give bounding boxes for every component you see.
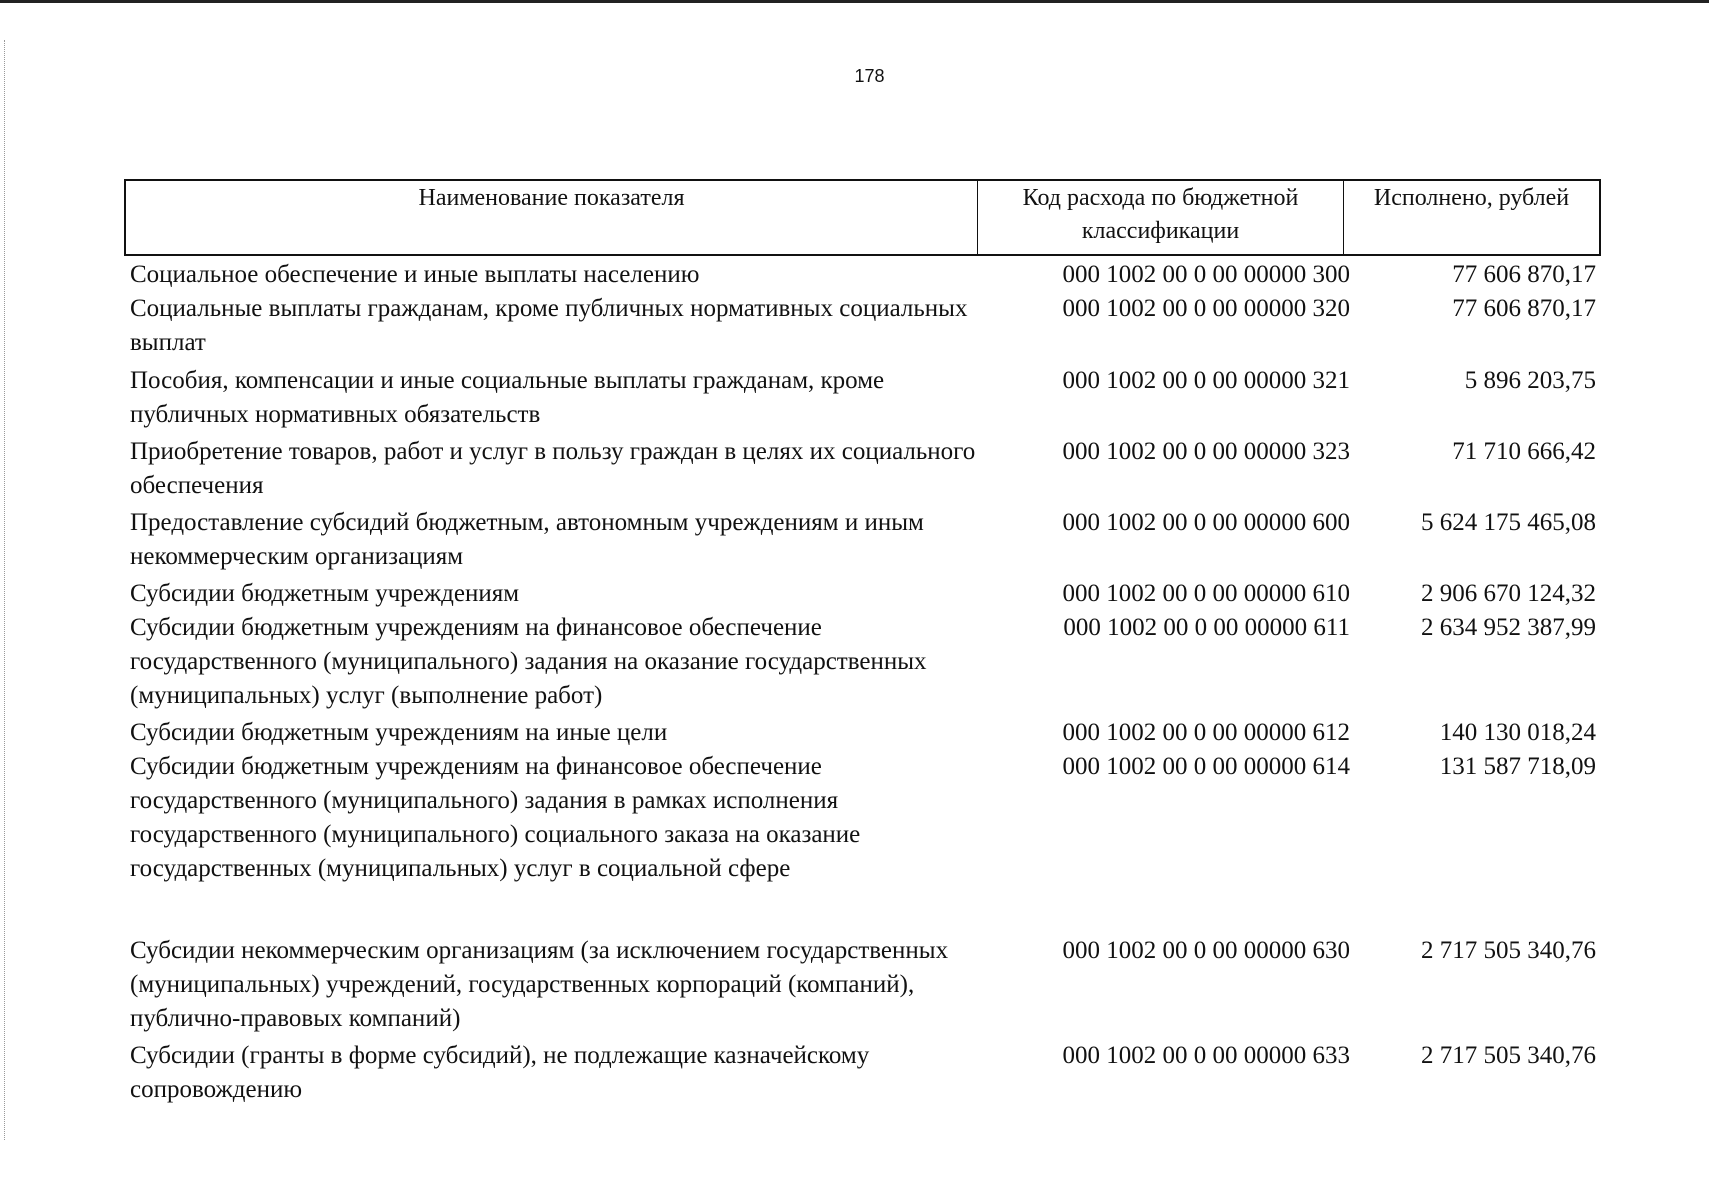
row-code: 000 1002 00 0 00 00000 610 — [1062, 580, 1350, 607]
table-row — [130, 506, 1600, 574]
table-row — [130, 934, 1600, 1036]
table-row — [130, 716, 1600, 750]
header-code: Код расхода по бюджетной классификации — [978, 181, 1344, 254]
row-code: 000 1002 00 0 00 00000 630 — [1062, 937, 1350, 964]
top-rule — [0, 0, 1709, 3]
row-code: 000 1002 00 0 00 00000 300 — [1062, 261, 1350, 288]
row-code: 000 1002 00 0 00 00000 320 — [1062, 295, 1350, 322]
table-header — [124, 179, 1601, 256]
table-row — [130, 1039, 1600, 1107]
row-code: 000 1002 00 0 00 00000 600 — [1062, 509, 1350, 536]
table-row — [130, 364, 1600, 432]
row-name: Предоставление субсидий бюджетным, автономным учреждениям и иным некоммерческим организациям — [130, 509, 924, 570]
row-name: Субсидии бюджетным учреждениям — [130, 580, 520, 607]
row-amount: 131 587 718,09 — [1439, 753, 1596, 780]
page-number: 178 — [854, 66, 885, 86]
table-row — [130, 435, 1600, 503]
header-name: Наименование показателя — [126, 181, 978, 254]
table-row — [130, 577, 1600, 611]
row-name: Субсидии бюджетным учреждениям на иные цели — [130, 719, 668, 746]
row-amount: 2 634 952 387,99 — [1421, 614, 1596, 641]
scan-edge — [4, 40, 6, 1140]
row-amount: 2 906 670 124,32 — [1421, 580, 1596, 607]
row-code: 000 1002 00 0 00 00000 323 — [1062, 438, 1350, 465]
row-code: 000 1002 00 0 00 00000 612 — [1062, 719, 1350, 746]
row-code: 000 1002 00 0 00 00000 633 — [1062, 1042, 1350, 1069]
row-name: Субсидии некоммерческим организациям (за исключением государственных (муниципальных) учреждений, государственных корпораций (компаний), публично-правовых компаний) — [130, 937, 949, 1032]
row-name: Пособия, компенсации и иные социальные выплаты гражданам, кроме публичных нормативных обязательств — [130, 367, 885, 428]
row-amount: 2 717 505 340,76 — [1421, 937, 1596, 964]
row-amount: 5 896 203,75 — [1464, 367, 1596, 394]
table-row — [130, 750, 1600, 886]
header-amount: Исполнено, рублей — [1373, 185, 1570, 211]
table-row — [130, 258, 1600, 292]
row-name: Приобретение товаров, работ и услуг в пользу граждан в целях их социального обеспечения — [130, 438, 976, 499]
table-row — [130, 611, 1600, 713]
row-amount: 71 710 666,42 — [1452, 438, 1596, 465]
row-code: 000 1002 00 0 00 00000 614 — [1062, 753, 1350, 780]
row-amount: 5 624 175 465,08 — [1421, 509, 1596, 536]
row-name: Субсидии бюджетным учреждениям на финансовое обеспечение государственного (муниципального) задания на оказание государственных (муниципальных) услуг (выполнение работ) — [130, 614, 927, 709]
row-code: 000 1002 00 0 00 00000 321 — [1062, 367, 1350, 394]
row-amount: 77 606 870,17 — [1452, 261, 1596, 288]
row-amount: 2 717 505 340,76 — [1421, 1042, 1596, 1069]
row-name: Социальное обеспечение и иные выплаты населению — [130, 261, 700, 288]
row-name: Субсидии (гранты в форме субсидий), не подлежащие казначейскому сопровождению — [130, 1042, 870, 1103]
row-code: 000 1002 00 0 00 00000 611 — [1063, 614, 1350, 641]
row-amount: 77 606 870,17 — [1452, 295, 1596, 322]
table-row — [130, 292, 1600, 360]
row-amount: 140 130 018,24 — [1439, 719, 1596, 746]
table-body — [130, 258, 1600, 1107]
row-name: Социальные выплаты гражданам, кроме публичных нормативных социальных выплат — [130, 295, 968, 356]
row-name: Субсидии бюджетным учреждениям на финансовое обеспечение государственного (муниципального) задания в рамках исполнения государственного (муниципального) социального заказа на оказание государственных (муниципальных) услуг в социальной сфере — [130, 753, 861, 882]
